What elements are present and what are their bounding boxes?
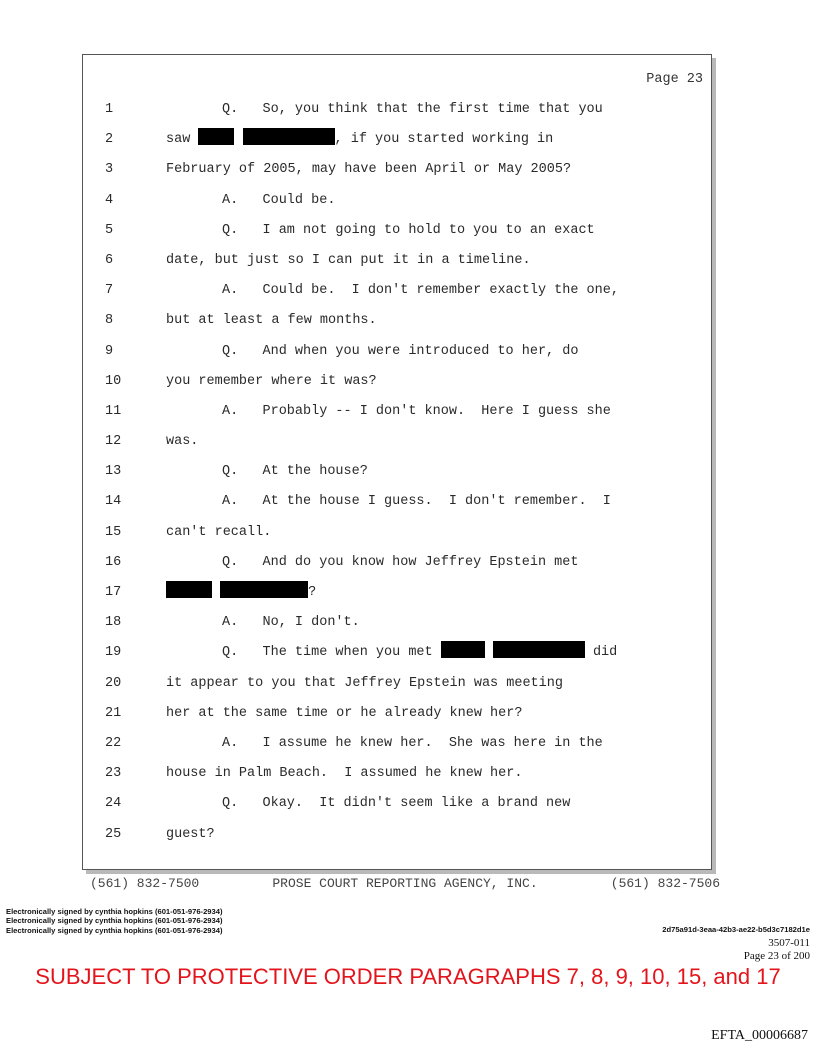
line-number: 11 bbox=[105, 403, 122, 419]
transcript-line bbox=[83, 337, 711, 367]
transcript-line bbox=[83, 820, 711, 850]
footer-phone-right: (561) 832-7506 bbox=[610, 876, 720, 891]
line-text-segment: was. bbox=[166, 434, 199, 450]
line-text bbox=[166, 669, 563, 699]
transcript-page-frame bbox=[82, 54, 712, 870]
transcript-line bbox=[83, 186, 711, 216]
line-number: 24 bbox=[105, 796, 122, 812]
line-text bbox=[166, 246, 531, 276]
line-text-segment: February of 2005, may have been April or May 2005? bbox=[166, 162, 572, 178]
line-text bbox=[222, 216, 595, 246]
transcript-line bbox=[83, 699, 711, 729]
line-number: 16 bbox=[105, 554, 122, 570]
line-text bbox=[166, 578, 316, 608]
line-text-segment: Q. I am not going to hold to you to an exact bbox=[222, 222, 595, 238]
line-number: 21 bbox=[105, 705, 122, 721]
protective-order-notice: SUBJECT TO PROTECTIVE ORDER PARAGRAPHS 7, 8, 9, 10, 15, and 17 bbox=[35, 964, 781, 989]
line-number: 17 bbox=[105, 585, 122, 600]
line-text bbox=[222, 548, 578, 578]
transcript-line bbox=[83, 608, 711, 638]
line-text-segment: but at least a few months. bbox=[166, 313, 377, 329]
line-text-segment: A. Could be. I don't remember exactly the one, bbox=[222, 283, 619, 299]
line-text bbox=[222, 638, 617, 668]
line-number: 18 bbox=[105, 615, 122, 631]
footer-phone-left: (561) 832-7500 bbox=[90, 876, 200, 891]
line-text-segment: Q. The time when you met bbox=[222, 645, 441, 661]
transcript-line bbox=[83, 548, 711, 578]
line-text bbox=[222, 276, 619, 306]
transcript-line bbox=[83, 638, 711, 668]
line-text-segment: A. I assume he knew her. She was here in the bbox=[222, 735, 603, 751]
transcript-line bbox=[83, 427, 711, 457]
line-text bbox=[166, 759, 522, 789]
line-text-segment: , if you started working in bbox=[334, 132, 554, 148]
line-text bbox=[222, 729, 603, 759]
line-text-segment bbox=[485, 645, 493, 660]
case-info bbox=[744, 937, 810, 962]
line-number: 20 bbox=[105, 675, 122, 691]
reporter-footer bbox=[90, 876, 720, 891]
line-number: 15 bbox=[105, 524, 122, 540]
signature-line: Electronically signed by cynthia hopkins (601-051-976-2934) bbox=[6, 907, 223, 916]
transcript-line bbox=[83, 669, 711, 699]
line-text-segment: you remember where it was? bbox=[166, 373, 377, 389]
line-text-segment: A. Probably -- I don't know. Here I guess she bbox=[222, 403, 611, 419]
redaction-block bbox=[493, 641, 585, 658]
line-text-segment: did bbox=[584, 645, 618, 661]
line-number: 8 bbox=[105, 313, 114, 329]
transcript-line bbox=[83, 246, 711, 276]
line-number: 5 bbox=[105, 222, 114, 238]
line-text bbox=[166, 306, 377, 336]
line-text-segment: A. Could be. bbox=[222, 192, 336, 208]
transcript-line bbox=[83, 155, 711, 185]
line-number: 22 bbox=[105, 735, 122, 751]
transcript-line bbox=[83, 125, 711, 155]
electronic-signatures bbox=[6, 907, 223, 935]
line-number: 9 bbox=[105, 343, 114, 359]
transcript-line bbox=[83, 789, 711, 819]
transcript-line bbox=[83, 276, 711, 306]
line-number: 7 bbox=[105, 283, 114, 299]
line-text bbox=[166, 518, 271, 548]
transcript-line bbox=[83, 518, 711, 548]
document-hash: 2d75a91d-3eaa-42b3-ae22-b5d3c7182d1e bbox=[662, 925, 810, 934]
line-number: 13 bbox=[105, 464, 122, 480]
line-text-segment: Q. Okay. It didn't seem like a brand new bbox=[222, 796, 571, 812]
line-text bbox=[222, 487, 611, 517]
line-text bbox=[166, 155, 571, 185]
line-text bbox=[166, 427, 198, 457]
transcript-line bbox=[83, 759, 711, 789]
transcript-line bbox=[83, 457, 711, 487]
line-text-segment: date, but just so I can put it in a timeline. bbox=[166, 252, 531, 268]
line-text bbox=[222, 457, 368, 487]
line-number: 12 bbox=[105, 434, 122, 450]
line-number: 1 bbox=[105, 102, 114, 117]
line-text-segment: can't recall. bbox=[166, 524, 272, 540]
line-number: 2 bbox=[105, 132, 114, 148]
transcript-line bbox=[83, 578, 711, 608]
line-number: 3 bbox=[105, 162, 114, 178]
line-number: 23 bbox=[105, 766, 122, 782]
line-text bbox=[222, 789, 570, 819]
line-text-segment: Q. So, you think that the first time that you bbox=[222, 102, 603, 117]
line-text-segment: Q. At the house? bbox=[222, 464, 368, 480]
line-text bbox=[166, 125, 553, 155]
line-text-segment: saw bbox=[166, 132, 199, 148]
case-number: 3507-011 bbox=[768, 937, 810, 949]
line-text-segment: A. No, I don't. bbox=[222, 615, 360, 631]
signature-line: Electronically signed by cynthia hopkins (601-051-976-2934) bbox=[6, 925, 223, 935]
page-of-total: Page 23 of 200 bbox=[743, 949, 810, 962]
line-text bbox=[166, 820, 215, 850]
line-text-segment: her at the same time or he already knew her? bbox=[166, 705, 523, 721]
line-text-segment: A. At the house I guess. I don't remember. I bbox=[222, 494, 611, 510]
line-number: 19 bbox=[105, 645, 122, 661]
redaction-block bbox=[220, 581, 308, 598]
redaction-block bbox=[243, 128, 335, 145]
transcript-line bbox=[83, 216, 711, 246]
transcript-line bbox=[83, 729, 711, 759]
footer-agency: PROSE COURT REPORTING AGENCY, INC. bbox=[272, 876, 538, 891]
line-text-segment bbox=[234, 132, 242, 147]
line-text bbox=[222, 337, 578, 367]
line-number: 6 bbox=[105, 252, 114, 268]
line-text-segment: Q. And when you were introduced to her, do bbox=[222, 343, 579, 359]
line-number: 14 bbox=[105, 494, 122, 510]
bates-number: EFTA_00006687 bbox=[711, 1028, 808, 1043]
line-text bbox=[222, 186, 335, 216]
line-text bbox=[166, 699, 522, 729]
line-number: 4 bbox=[105, 192, 114, 208]
line-text-segment: it appear to you that Jeffrey Epstein was meeting bbox=[166, 675, 563, 691]
redaction-block bbox=[441, 641, 485, 658]
line-text-segment: guest? bbox=[166, 826, 215, 842]
line-text-segment: house in Palm Beach. I assumed he knew her. bbox=[166, 766, 523, 782]
transcript-line bbox=[83, 306, 711, 336]
line-text-segment: Q. And do you know how Jeffrey Epstein met bbox=[222, 554, 579, 570]
page-label: Page 23 bbox=[646, 72, 703, 87]
line-text-segment bbox=[212, 585, 220, 600]
redaction-block bbox=[198, 128, 234, 145]
line-text-segment: ? bbox=[308, 585, 317, 600]
line-number: 10 bbox=[105, 373, 122, 389]
line-text bbox=[166, 367, 377, 397]
line-text bbox=[222, 397, 611, 427]
line-text bbox=[222, 95, 603, 125]
line-text bbox=[222, 608, 360, 638]
line-number: 25 bbox=[105, 826, 122, 842]
transcript-line bbox=[83, 397, 711, 427]
transcript-line bbox=[83, 487, 711, 517]
transcript-line bbox=[83, 367, 711, 397]
transcript-line bbox=[83, 95, 711, 125]
transcript-lines bbox=[83, 95, 711, 850]
signature-line: Electronically signed by cynthia hopkins (601-051-976-2934) bbox=[6, 916, 223, 926]
redaction-block bbox=[166, 581, 212, 598]
